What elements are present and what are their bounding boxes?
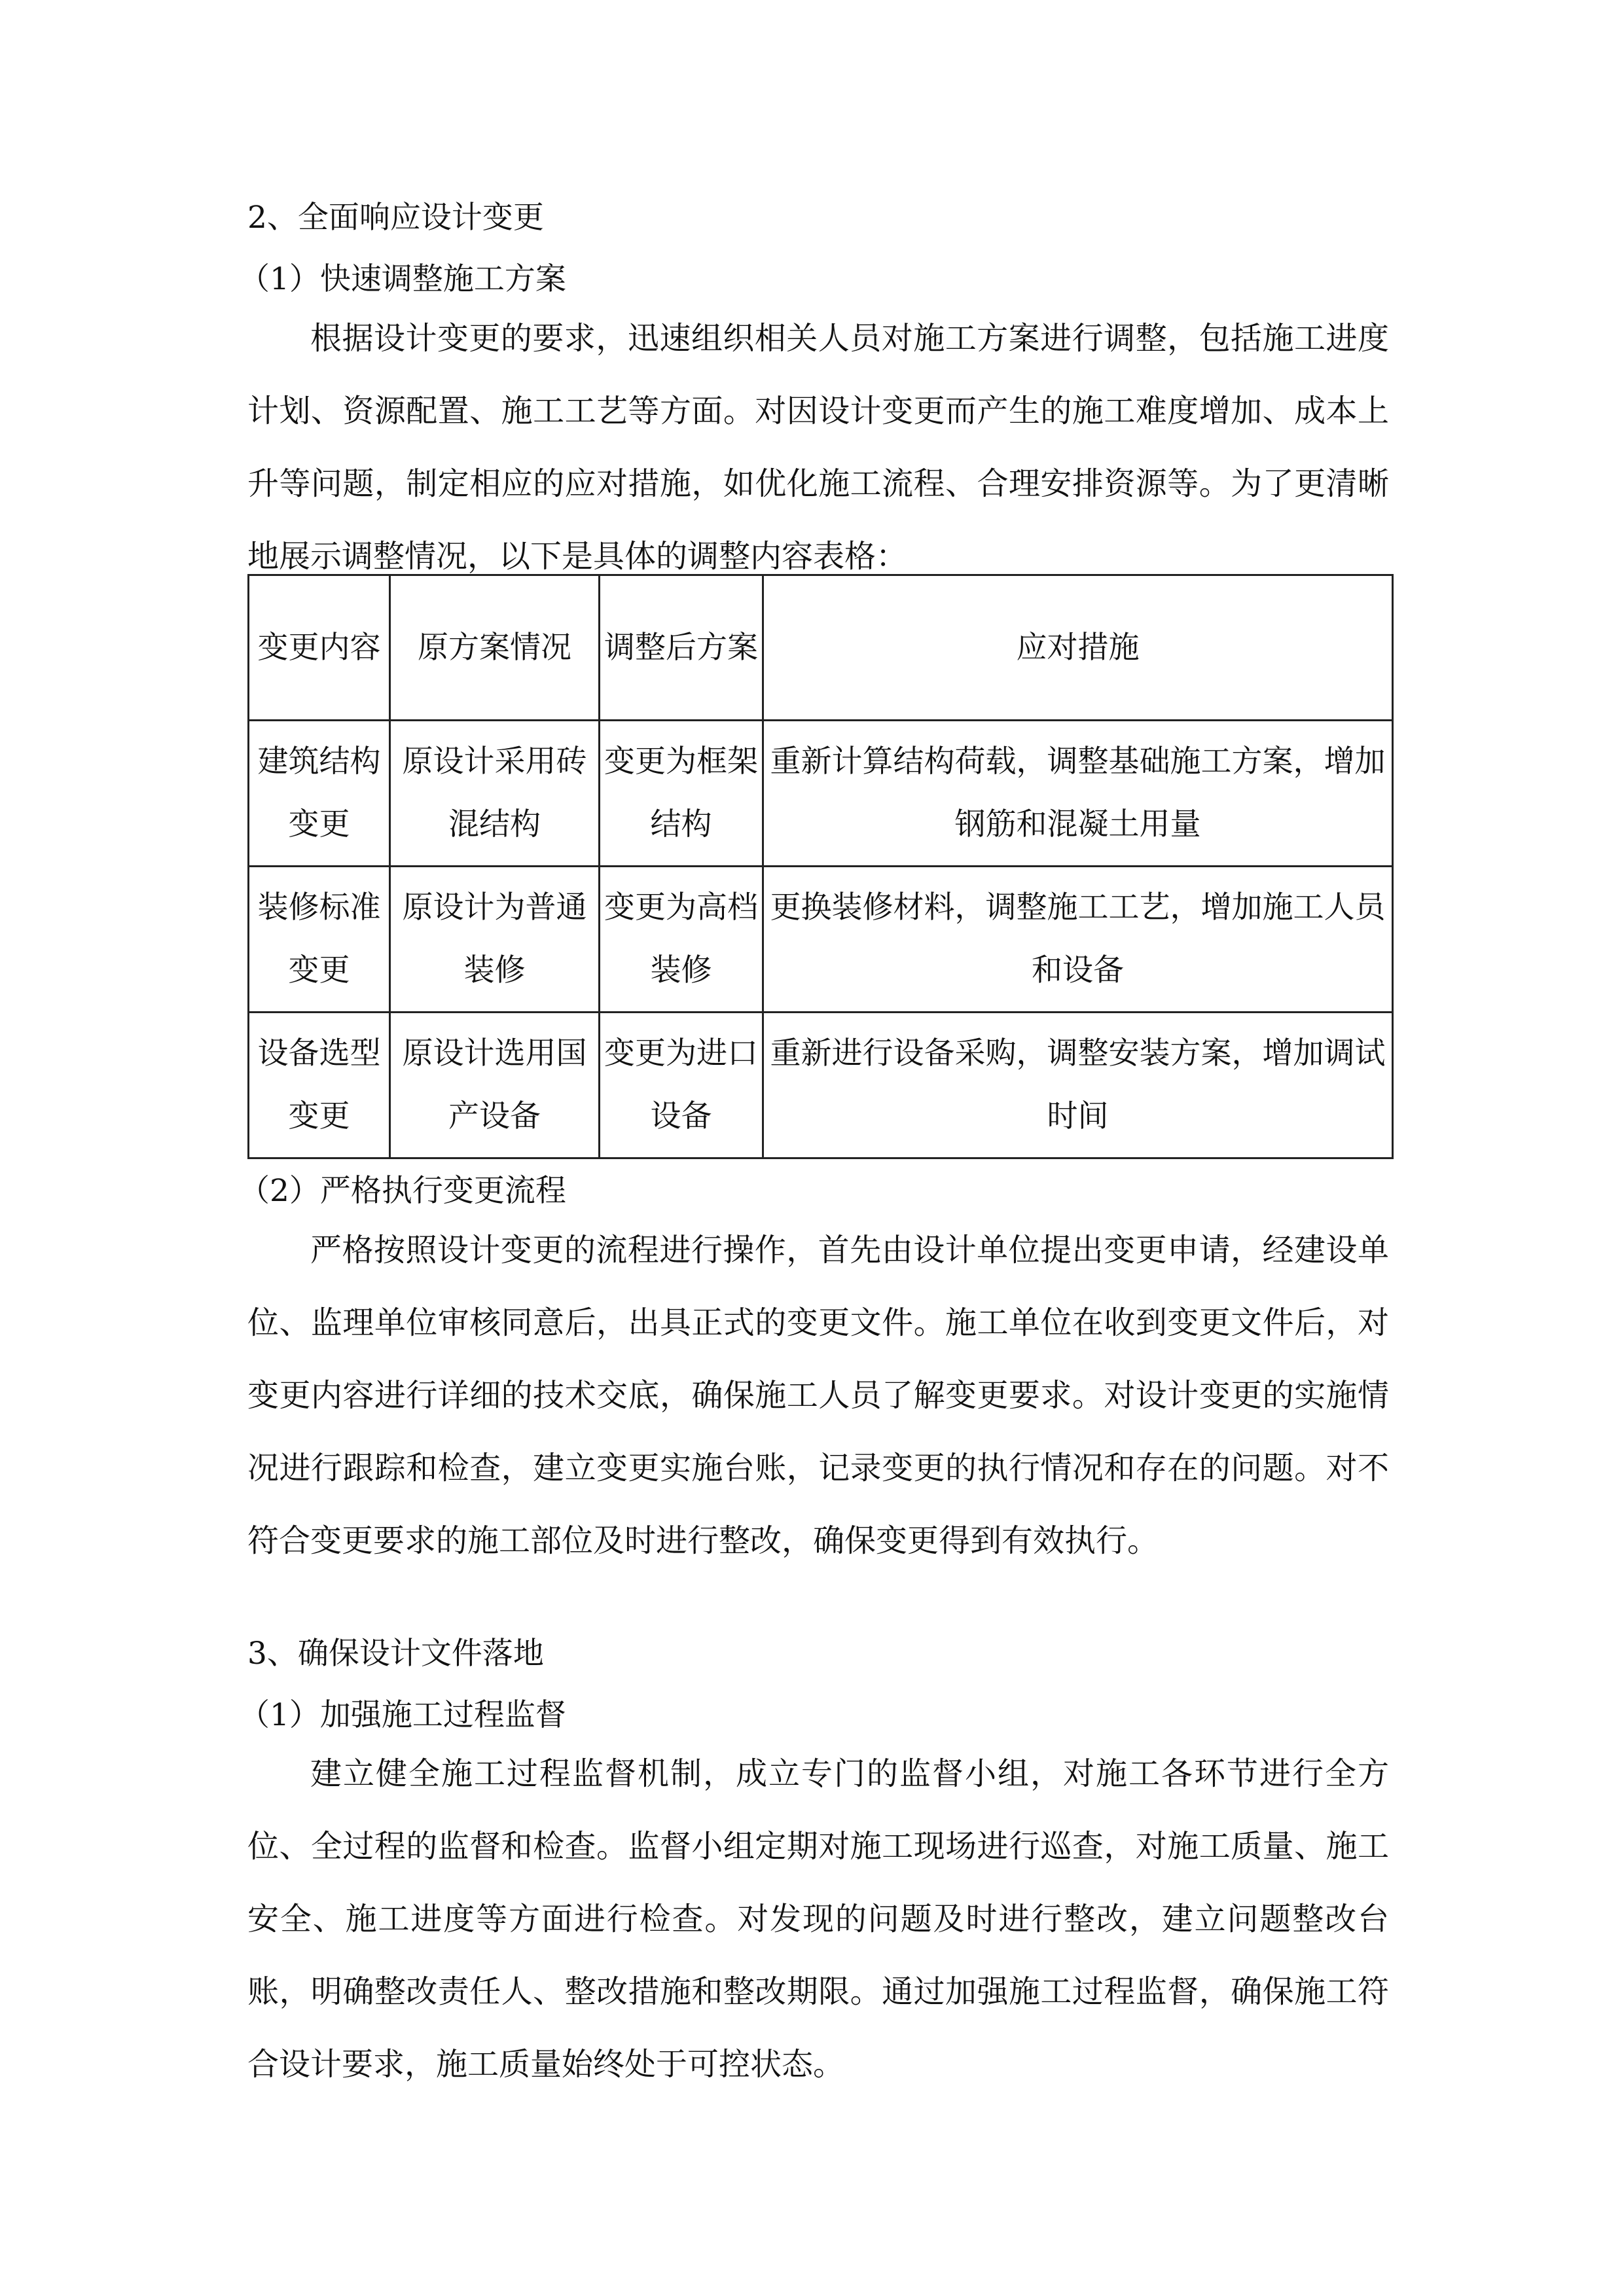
table-row xyxy=(249,721,1393,867)
table-cell: 变更为高档装修 xyxy=(600,867,763,1013)
table-cell: 原设计采用砖混结构 xyxy=(390,721,600,867)
table-row xyxy=(249,867,1393,1013)
table-cell: 原设计为普通装修 xyxy=(390,867,600,1013)
table-header-cell: 应对措施 xyxy=(763,575,1393,721)
table-cell: 变更为进口设备 xyxy=(600,1013,763,1158)
subsection-2-1-heading: （1）快速调整施工方案 xyxy=(239,261,566,297)
table-cell: 更换装修材料，调整施工工艺，增加施工人员和设备 xyxy=(763,867,1393,1013)
table-cell: 建筑结构变更 xyxy=(249,721,390,867)
section-2-heading: 2、全面响应设计变更 xyxy=(247,200,544,236)
table-row xyxy=(249,1013,1393,1158)
subsection-2-2-body xyxy=(247,1214,1389,1577)
table-header-row xyxy=(249,575,1393,721)
table-cell: 重新进行设备采购，调整安装方案，增加调试时间 xyxy=(763,1013,1393,1158)
table-cell: 重新计算结构荷载，调整基础施工方案，增加钢筋和混凝土用量 xyxy=(763,721,1393,867)
subsection-2-1-body xyxy=(247,302,1389,593)
paragraph-supervision: 建立健全施工过程监督机制，成立专门的监督小组，对施工各环节进行全方位、全过程的监督和检查。监督小组定期对施工现场进行巡查，对施工质量、施工安全、施工进度等方面进行检查。对发现的问题及时进行整改，建立问题整改台账，明确整改责任人、整改措施和整改期限。通过加强施工过程监督，确保施工符合设计要求，施工质量始终处于可控状态。 xyxy=(247,1755,1389,2083)
subsection-3-1-body xyxy=(247,1738,1389,2101)
paragraph-change-process: 严格按照设计变更的流程进行操作，首先由设计单位提出变更申请，经建设单位、监理单位审核同意后，出具正式的变更文件。施工单位在收到变更文件后，对变更内容进行详细的技术交底，确保施工人员了解变更要求。对设计变更的实施情况进行跟踪和检查，建立变更实施台账，记录变更的执行情况和存在的问题。对不符合变更要求的施工部位及时进行整改，确保变更得到有效执行。 xyxy=(247,1232,1389,1559)
paragraph-adjust-plan: 根据设计变更的要求，迅速组织相关人员对施工方案进行调整，包括施工进度计划、资源配置、施工工艺等方面。对因设计变更而产生的施工难度增加、成本上升等问题，制定相应的应对措施，如优化施工流程、合理安排资源等。为了更清晰地展示调整情况，以下是具体的调整内容表格： xyxy=(247,320,1389,575)
subsection-3-1-heading: （1）加强施工过程监督 xyxy=(239,1697,566,1733)
table-header-cell: 调整后方案 xyxy=(600,575,763,721)
table-cell: 变更为框架结构 xyxy=(600,721,763,867)
table-cell: 装修标准变更 xyxy=(249,867,390,1013)
adjustment-table xyxy=(247,574,1394,1159)
section-3-heading: 3、确保设计文件落地 xyxy=(247,1636,544,1672)
table-header-cell: 变更内容 xyxy=(249,575,390,721)
table-header-cell: 原方案情况 xyxy=(390,575,600,721)
subsection-2-2-heading: （2）严格执行变更流程 xyxy=(239,1173,566,1209)
table-cell: 原设计选用国产设备 xyxy=(390,1013,600,1158)
table-cell: 设备选型变更 xyxy=(249,1013,390,1158)
